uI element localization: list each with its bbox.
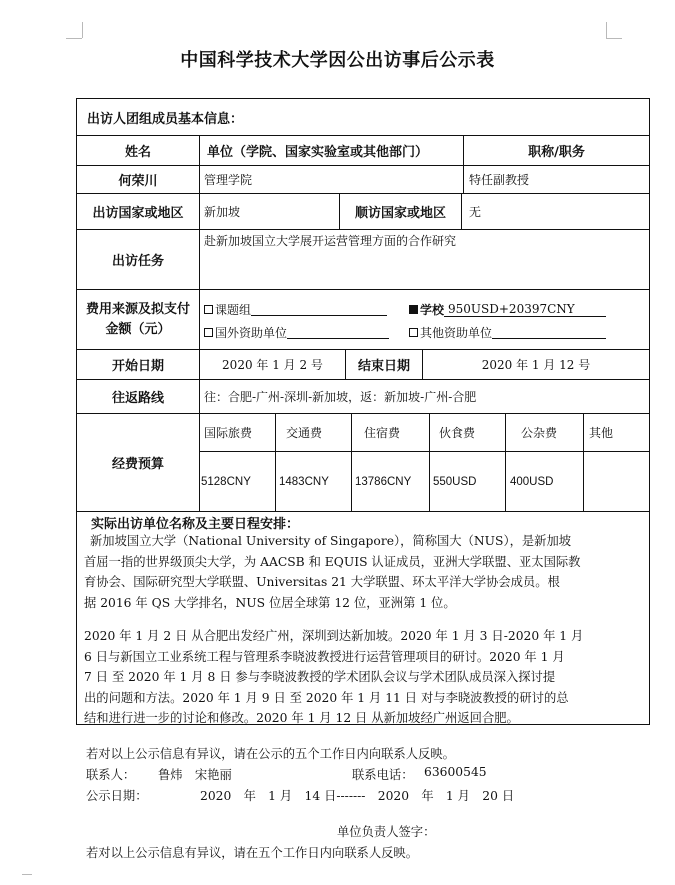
- start-date-value: 2020 年 1 月 2 号: [222, 358, 323, 372]
- page-corner-mark: [66, 38, 82, 39]
- page-corner-mark: [22, 874, 32, 875]
- country-value: 新加坡: [204, 205, 241, 219]
- university-amount: 950USD+20397CNY: [444, 302, 606, 317]
- schedule-itinerary-paragraph: [84, 626, 644, 729]
- contact-label: 联系人：: [86, 768, 136, 782]
- table-rule: [429, 413, 430, 511]
- table-rule: [461, 193, 462, 229]
- phone-label: 联系电话：: [352, 768, 414, 782]
- funding-option-label: 学校: [420, 302, 445, 317]
- funding-option-other: [409, 324, 606, 340]
- paragraph-line: 7 日 至 2020 年 1 月 8 日 参与李晓波教授的学术团队会议与学术团队成员深入探讨提: [84, 670, 556, 684]
- funding-option-label: 课题组: [215, 302, 252, 317]
- table-rule: [199, 451, 649, 452]
- member-title: 特任副教授: [469, 173, 530, 187]
- funding-label: 费用来源及拟支付金额（元）: [85, 301, 190, 337]
- amount-blank: [287, 326, 389, 339]
- funding-option-label: 国外资助单位: [215, 325, 288, 340]
- paragraph-line: 首屈一指的世界级顶尖大学，为 AACSB 和 EQUIS 认证成员，亚洲大学联盟、亚太国际教: [84, 554, 581, 569]
- section-header: 出访人团组成员基本信息：: [87, 111, 244, 127]
- col-header-name: 姓名: [124, 145, 151, 160]
- budget-value-lodging: 13786CNY: [355, 475, 412, 488]
- end-date-label: 结束日期: [357, 359, 410, 374]
- budget-header-lodging: 住宿费: [364, 426, 401, 440]
- amount-blank: [492, 326, 606, 339]
- contact-names: 鲁炜 宋艳丽: [158, 768, 232, 782]
- budget-value-transport: 1483CNY: [279, 475, 329, 488]
- disclosure-period: 2020 年 1 月 14 日------- 2020 年 1 月 20 日: [200, 789, 515, 803]
- budget-header-misc: 公杂费: [521, 426, 558, 440]
- budget-header-intl-travel: 国际旅费: [204, 426, 253, 440]
- page-corner-mark: [606, 38, 622, 39]
- funding-option-label: 其他资助单位: [420, 325, 493, 340]
- amount-blank: [251, 303, 387, 316]
- transit-label: 顺访国家或地区: [354, 206, 446, 221]
- objection-notice-repeat: 若对以上公示信息有异议，请在五个工作日内向联系人反映。: [86, 846, 419, 860]
- paragraph-line: 结和进行进一步的讨论和修改。2020 年 1 月 12 日 从新加坡经广州返回合肥。: [84, 711, 519, 725]
- end-date-value: 2020 年 1 月 12 号: [481, 358, 591, 372]
- checkbox-research-group[interactable]: [204, 305, 213, 314]
- document-title: 中国科学技术大学因公出访事后公示表: [180, 50, 495, 71]
- signature-label: 单位负责人签字：: [337, 825, 436, 839]
- route-value: 往：合肥-广州-深圳-新加坡，返：新加坡-广州-合肥: [204, 390, 477, 404]
- member-name: 何荣川: [118, 174, 158, 189]
- objection-notice: 若对以上公示信息有异议，请在公示的五个工作日内向联系人反映。: [86, 747, 455, 761]
- schedule-intro-paragraph: [84, 531, 644, 613]
- period-label: 公示日期：: [86, 789, 148, 803]
- paragraph-line: 6 日与新国立工业系统工程与管理系李晓波教授进行运营管理项目的研讨。2020 年 1 月: [84, 649, 565, 664]
- paragraph-line: 2020 年 1 月 2 日 从合肥出发经广州，深圳到达新加坡。2020 年 1 月 3 日-2020 年 1 月: [84, 629, 584, 643]
- table-rule: [199, 135, 200, 511]
- paragraph-line: 育协会、国际研究型大学联盟、Universitas 21 大学联盟、环太平洋大学协会成员。根: [84, 575, 560, 589]
- funding-option-foreign: [204, 324, 389, 340]
- disclosure-table: [76, 98, 650, 725]
- funding-option-university: [409, 301, 606, 317]
- paragraph-line: 出的问题和方法。2020 年 1 月 9 日 至 2020 年 1 月 11 日 对与李晓波教授的研讨的总: [84, 690, 569, 705]
- member-unit: 管理学院: [204, 173, 253, 187]
- task-value: 赴新加坡国立大学展开运营管理方面的合作研究: [204, 233, 457, 248]
- task-label: 出访任务: [111, 254, 164, 269]
- budget-value-meals: 550USD: [433, 475, 477, 488]
- checkbox-university-checked[interactable]: [409, 305, 418, 314]
- schedule-header: 实际出访单位名称及主要日程安排：: [91, 516, 300, 532]
- budget-header-meals: 伙食费: [439, 426, 476, 440]
- funding-option-group: [204, 301, 387, 317]
- budget-value-intl-travel: 5128CNY: [201, 475, 251, 488]
- start-date-label: 开始日期: [111, 359, 164, 374]
- budget-header-transport: 交通费: [286, 426, 323, 440]
- page-corner-mark: [82, 22, 83, 38]
- transit-value: 无: [469, 205, 482, 219]
- table-rule: [275, 413, 276, 511]
- col-header-unit: 单位（学院、国家实验室或其他部门）: [207, 145, 429, 160]
- route-label: 往返路线: [111, 391, 164, 406]
- col-header-title: 职称/职务: [528, 145, 585, 160]
- table-rule: [505, 413, 506, 511]
- country-label: 出访国家或地区: [92, 206, 184, 221]
- budget-header-other: 其他: [589, 426, 614, 440]
- paragraph-line: 新加坡国立大学（National University of Singapore），简称国大（NUS），是新加坡: [90, 534, 572, 548]
- budget-value-misc: 400USD: [510, 475, 554, 488]
- checkbox-other-sponsor[interactable]: [409, 328, 418, 337]
- checkbox-foreign-sponsor[interactable]: [204, 328, 213, 337]
- table-rule: [351, 413, 352, 511]
- phone-number: 63600545: [424, 765, 487, 779]
- budget-label: 经费预算: [111, 457, 164, 472]
- paragraph-line: 据 2016 年 QS 大学排名，NUS 位居全球第 12 位，亚洲第 1 位。: [84, 595, 456, 610]
- page-corner-mark: [606, 22, 607, 38]
- table-rule: [583, 413, 584, 511]
